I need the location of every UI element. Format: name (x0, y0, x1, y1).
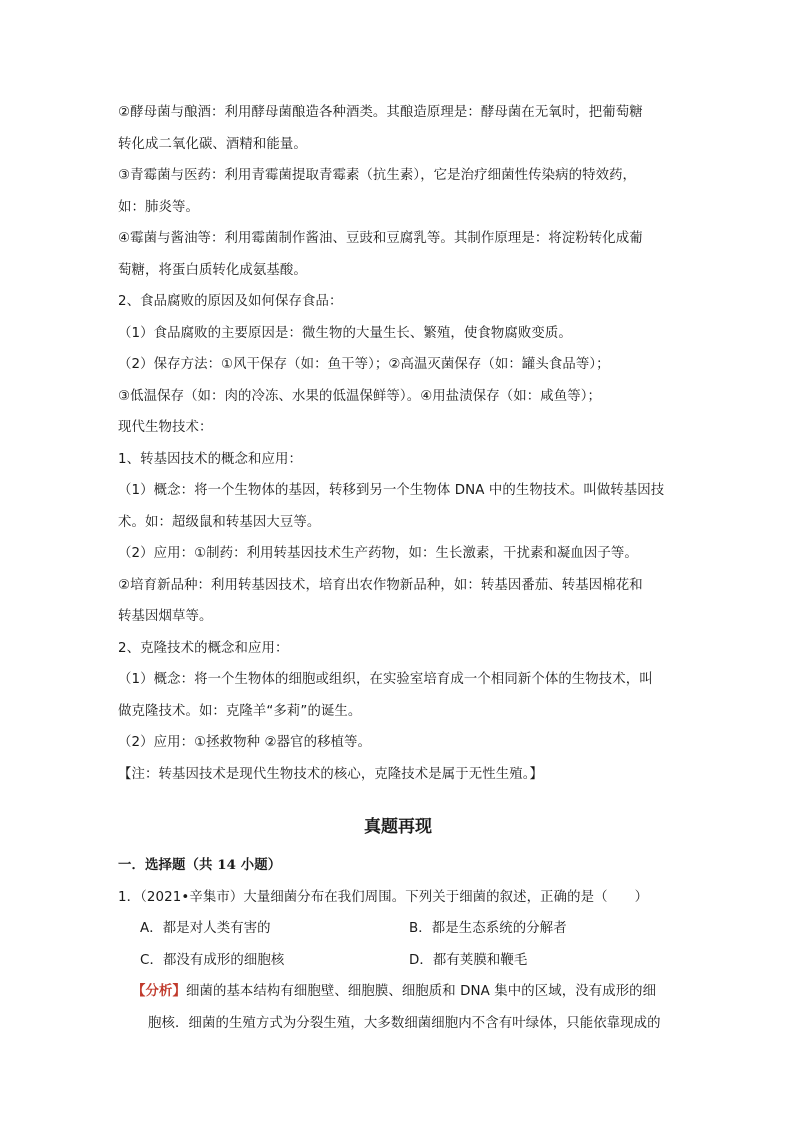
text-line: 1、转基因技术的概念和应用： (118, 451, 302, 467)
text-line: 转基因烟草等。 (118, 609, 213, 624)
question-item (118, 882, 678, 1040)
option-c: C．都没有成形的细胞核 (140, 952, 285, 968)
text-line: （1）概念：将一个生物体的细胞或组织，在实验室培育成一个相同新个体的生物技术，叫 (118, 672, 653, 687)
text-line: （2）应用：①制药：利用转基因技术生产药物，如：生长激素，干扰素和凝血因子等。 (118, 546, 638, 561)
question-stem: 1．（2021•辛集市）大量细菌分布在我们周围。下列关于细菌的叙述，正确的是（ ） (118, 889, 649, 905)
text-line: 2、食品腐败的原因及如何保存食品： (118, 294, 343, 309)
text-line: 术。如：超级鼠和转基因大豆等。 (118, 514, 321, 530)
text-line: 转化成二氧化碳、酒精和能量。 (118, 136, 307, 152)
analysis-tag: 【分析】 (132, 984, 186, 999)
text-line: ③青霉菌与医药：利用青霉菌提取青霉素（抗生素），它是治疗细菌性传染病的特效药， (118, 168, 637, 183)
text-line: ②培育新品种：利用转基因技术，培育出农作物新品种，如：转基因番茄、转基因棉花和 (118, 577, 643, 593)
analysis-line (118, 976, 678, 1008)
page-content (118, 97, 678, 1039)
analysis-line: 胞核．细菌的生殖方式为分裂生殖，大多数细菌细胞内不含有叶绿体，只能依靠现成的 (148, 1015, 661, 1031)
text-line: ③低温保存（如：肉的冷冻、水果的低温保鲜等）。④用盐渍保存（如：咸鱼等）； (118, 388, 601, 404)
text-line: 做克隆技术。如：克隆羊“多莉”的诞生。 (118, 703, 362, 719)
text-line: （1）概念：将一个生物体的基因，转移到另一个生物体 DNA 中的生物技术。叫做转基因技 (118, 483, 665, 498)
text-line: ②酵母菌与酿酒：利用酵母菌酿造各种酒类。其酿造原理是：酵母菌在无氧时，把葡萄糖 (118, 105, 643, 120)
section-title: 真题再现 (364, 817, 432, 837)
analysis-text: 细菌的基本结构有细胞壁、细胞膜、细胞质和 DNA 集中的区域，没有成形的细 (185, 984, 657, 999)
question-type-heading: 一．选择题（共 14 小题） (118, 857, 282, 873)
text-line: 2、克隆技术的概念和应用： (118, 640, 289, 656)
text-line: 萄糖，将蛋白质转化成氨基酸。 (118, 262, 307, 278)
text-line: （1）食品腐败的主要原因是：微生物的大量生长、繁殖，使食物腐败变质。 (118, 325, 572, 341)
note-line: 【注：转基因技术是现代生物技术的核心，克隆技术是属于无性生殖。】 (118, 766, 543, 782)
text-line: （2）应用：①拯救物种 ②器官的移植等。 (118, 735, 372, 750)
text-line: （2）保存方法：①风干保存（如：鱼干等）；②高温灭菌保存（如：罐头食品等）； (118, 357, 610, 372)
option-a: A．都是对人类有害的 (140, 921, 271, 936)
text-line: 现代生物技术： (118, 420, 213, 435)
option-row (118, 913, 678, 945)
knowledge-section (118, 97, 678, 790)
option-d: D．都有荚膜和鞭毛 (409, 952, 528, 968)
option-row (118, 945, 678, 977)
option-b: B．都是生态系统的分解者 (409, 921, 567, 936)
text-line: ④霉菌与酱油等：利用霉菌制作酱油、豆豉和豆腐乳等。其制作原理是：将淀粉转化成葡 (118, 231, 643, 246)
text-line: 如：肺炎等。 (118, 199, 199, 215)
